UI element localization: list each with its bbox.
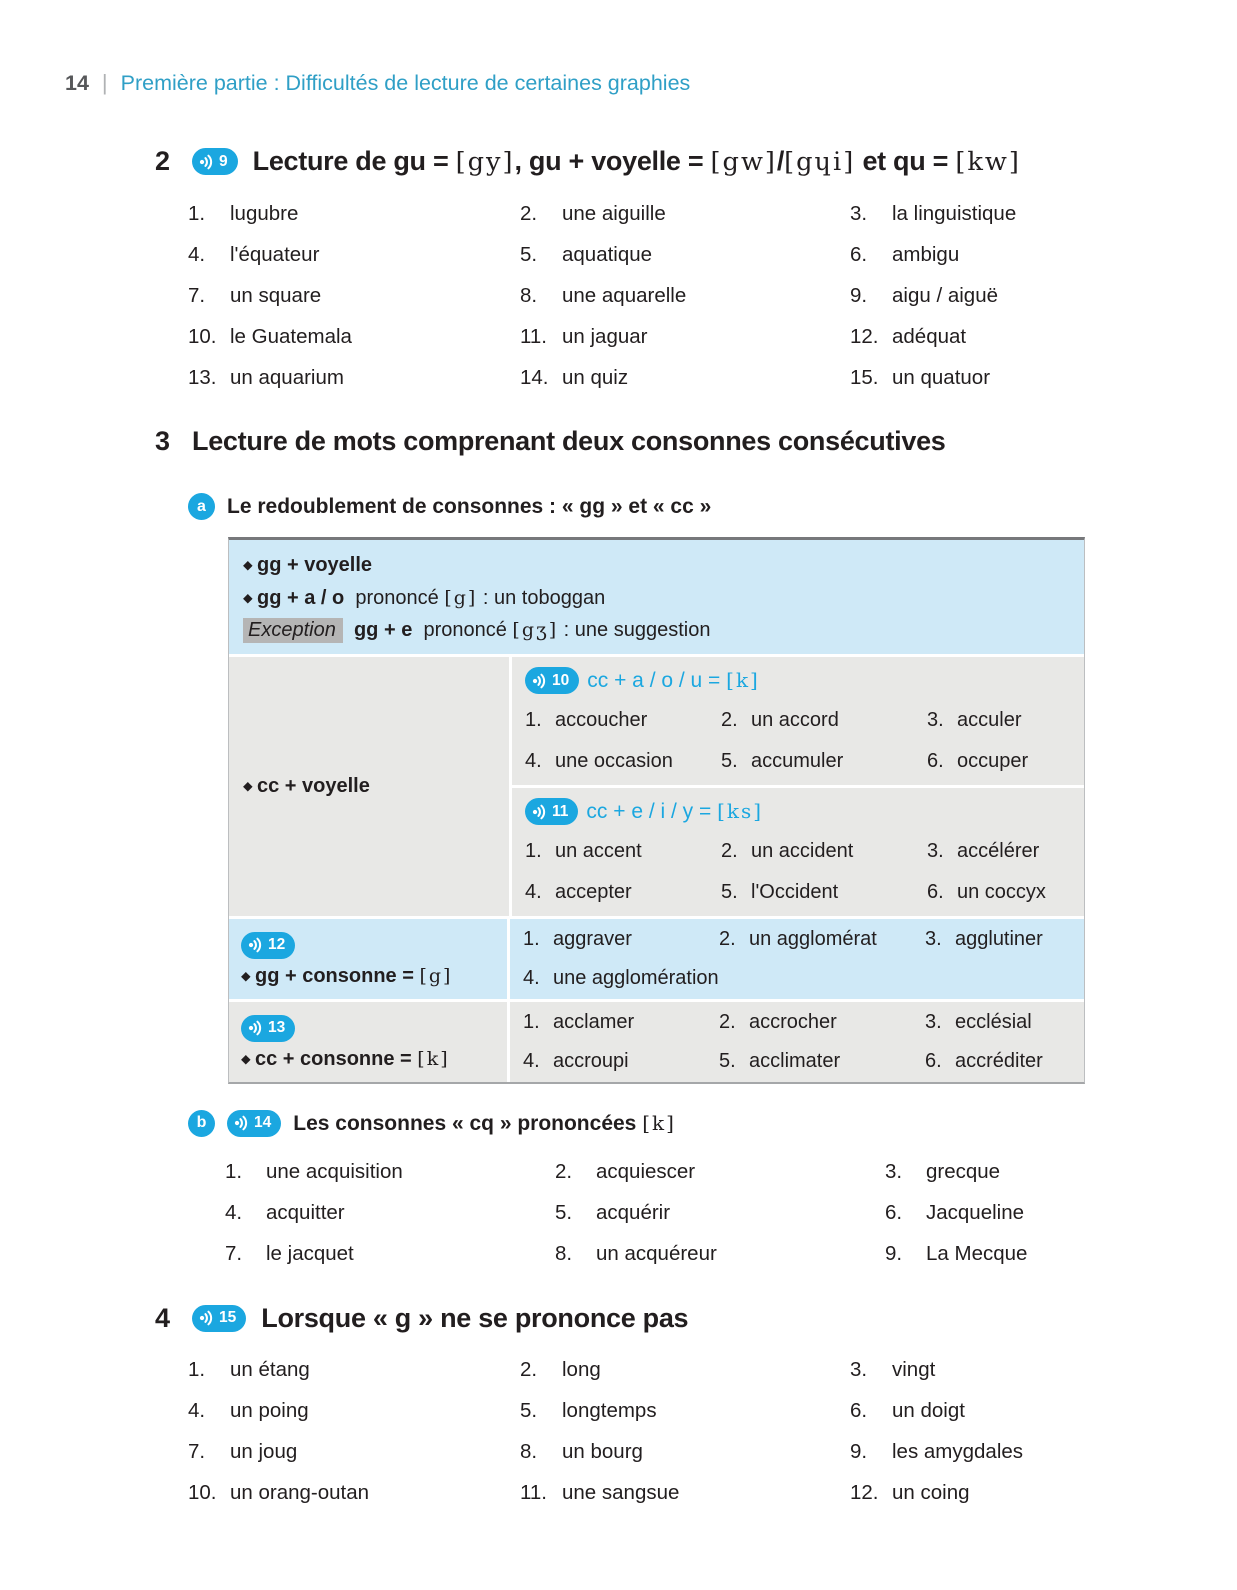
item-number: 2. <box>520 201 538 225</box>
text-segment: Lorsque « g » ne se prononce pas <box>261 1302 689 1333</box>
item-text: longtemps <box>562 1399 657 1422</box>
text-segment: : une suggestion <box>558 619 711 641</box>
list-item <box>188 234 520 275</box>
list-item <box>850 316 1237 357</box>
item-number: 11. <box>520 324 547 348</box>
speaker-icon <box>199 154 215 170</box>
list-item <box>520 275 850 316</box>
ipa-notation: [g] <box>444 586 478 609</box>
audio-badge <box>192 1305 246 1332</box>
speaker-icon <box>234 1115 250 1131</box>
audio-badge <box>241 932 295 959</box>
section-title: Lecture de mots comprenant deux consonnes consécutives <box>192 426 946 456</box>
text-segment: ◆ <box>243 590 256 605</box>
audio-10-block <box>512 657 1084 785</box>
item-text: un acquéreur <box>596 1242 717 1265</box>
text-segment: cc + e / i / y = <box>586 800 718 823</box>
item-number: 2. <box>520 1358 538 1381</box>
subsection-title <box>293 1111 676 1136</box>
page-number: 14 <box>65 71 89 95</box>
sub-rule-title <box>587 668 760 693</box>
text-segment: ◆ <box>243 558 256 572</box>
item-number: 4. <box>525 880 542 903</box>
section-3-heading <box>155 426 1237 457</box>
section-title <box>261 1303 688 1334</box>
item-number: 8. <box>555 1242 573 1265</box>
audio-track-number: 12 <box>268 936 286 953</box>
item-text: accrocher <box>749 1010 837 1033</box>
item-text: une aquarelle <box>562 283 687 307</box>
item-text: la linguistique <box>892 201 1017 225</box>
item-number: 2. <box>555 1160 573 1183</box>
header-divider: | <box>101 70 108 95</box>
text-segment: ◆ <box>241 1051 254 1066</box>
ipa-notation: [gw] <box>710 147 777 177</box>
item-text: un orang-outan <box>230 1481 370 1504</box>
item-number: 3. <box>850 1358 868 1381</box>
list-item <box>225 1152 555 1193</box>
text-segment: : un toboggan <box>477 586 606 609</box>
list-item <box>925 1003 1084 1042</box>
speaker-icon <box>248 937 264 953</box>
item-number: 7. <box>188 1440 206 1463</box>
text-segment: et qu = <box>855 146 956 176</box>
word-list-audio-11 <box>512 831 1084 913</box>
item-number: 5. <box>719 1049 736 1072</box>
list-item <box>525 872 721 913</box>
list-item <box>721 831 927 872</box>
ipa-notation: [ks] <box>717 799 763 823</box>
text-segment: prononcé <box>344 586 445 609</box>
list-item <box>555 1193 885 1234</box>
item-text: un square <box>230 283 322 307</box>
item-number: 1. <box>188 1358 206 1381</box>
subsection-a-heading <box>188 493 1237 520</box>
item-text: acclimater <box>749 1049 841 1072</box>
item-text: l'Occident <box>751 880 839 903</box>
list-item <box>188 316 520 357</box>
audio-track-number: 9 <box>219 152 228 170</box>
list-item <box>188 1391 520 1432</box>
item-number: 13. <box>188 365 217 389</box>
item-text: une aiguille <box>562 201 666 225</box>
item-number: 12. <box>850 1481 879 1504</box>
section-title <box>253 146 1021 177</box>
item-number: 1. <box>188 201 206 225</box>
item-text: un étang <box>230 1358 310 1381</box>
rule-line <box>243 549 1074 582</box>
running-header <box>65 70 1237 96</box>
item-text: accréditer <box>955 1049 1043 1072</box>
item-text: un accord <box>751 708 839 731</box>
word-list-section-4 <box>188 1350 1237 1514</box>
item-text: ecclésial <box>955 1010 1032 1033</box>
ipa-notation: [k] <box>726 668 760 692</box>
item-number: 2. <box>721 708 738 731</box>
item-number: 4. <box>523 1049 540 1072</box>
rule-label <box>243 775 370 798</box>
speaker-icon <box>532 804 548 820</box>
ipa-notation: [gɥi] <box>784 147 856 177</box>
examples-cell <box>510 1002 1084 1082</box>
item-number: 4. <box>225 1201 243 1224</box>
text-segment: cc + consonne = <box>254 1047 418 1070</box>
rule-line <box>243 582 1074 615</box>
text-segment: / <box>776 146 785 176</box>
page-content <box>155 146 1237 1514</box>
item-text: l'équateur <box>230 242 320 266</box>
item-number: 3. <box>885 1160 903 1183</box>
item-text: un bourg <box>562 1440 643 1463</box>
text-segment: , gu + voyelle = <box>514 146 711 176</box>
item-number: 1. <box>523 927 540 950</box>
list-item <box>850 357 1237 398</box>
list-item <box>850 193 1237 234</box>
section-4-heading <box>155 1303 1237 1334</box>
item-text: un jaguar <box>562 324 648 348</box>
list-item <box>850 275 1237 316</box>
item-text: aigu / aiguë <box>892 283 999 307</box>
text-segment: Les consonnes « cq » prononcées <box>293 1111 643 1135</box>
item-text: un coccyx <box>957 880 1046 903</box>
list-item <box>520 1473 850 1514</box>
audio-badge <box>241 1015 295 1042</box>
item-text: occuper <box>957 749 1029 772</box>
item-text: vingt <box>892 1358 936 1381</box>
header-title: Première partie : Difficultés de lecture de certaines graphies <box>120 71 691 95</box>
list-item <box>885 1193 1237 1234</box>
ipa-notation: [k] <box>417 1047 450 1070</box>
item-number: 14. <box>520 365 549 389</box>
item-text: un joug <box>230 1440 298 1463</box>
item-number: 3. <box>927 708 944 731</box>
item-text: accumuler <box>751 749 844 772</box>
item-number: 3. <box>850 201 868 225</box>
list-item <box>520 316 850 357</box>
list-item <box>555 1234 885 1275</box>
item-text: aggraver <box>553 927 632 950</box>
list-item <box>525 831 721 872</box>
word-list-section-2 <box>188 193 1237 398</box>
item-text: un agglomérat <box>749 927 877 950</box>
list-item <box>927 741 1084 782</box>
word-list-audio-12 <box>510 919 1084 999</box>
text-segment: ◆ <box>241 968 254 983</box>
text-segment: gg + e <box>353 619 413 641</box>
word-list-audio-10 <box>512 700 1084 782</box>
item-text: un poing <box>230 1399 309 1422</box>
item-number: 7. <box>188 283 206 307</box>
list-item <box>925 1042 1084 1081</box>
examples-cell <box>510 919 1084 999</box>
list-item <box>555 1152 885 1193</box>
item-number: 1. <box>525 708 542 731</box>
item-number: 9. <box>885 1242 903 1265</box>
item-text: acquiescer <box>596 1160 696 1183</box>
audio-badge <box>227 1110 281 1137</box>
rule-label-cell <box>229 1002 510 1082</box>
item-number: 6. <box>925 1049 942 1072</box>
item-text: ambigu <box>892 242 960 266</box>
list-item <box>719 1042 925 1081</box>
item-number: 5. <box>520 1399 538 1422</box>
item-text: Jacqueline <box>926 1201 1025 1224</box>
text-segment <box>343 619 354 641</box>
table-row-cc-vowel <box>229 657 1084 916</box>
list-item <box>225 1234 555 1275</box>
section-number: 2 <box>155 146 170 176</box>
item-number: 5. <box>520 242 538 266</box>
rule-label-cell <box>229 919 510 999</box>
list-item <box>719 920 925 959</box>
ipa-notation: [k] <box>642 1110 676 1135</box>
speaker-icon <box>248 1020 264 1036</box>
list-item <box>927 872 1084 913</box>
item-text: acquitter <box>266 1201 345 1224</box>
list-item <box>525 741 721 782</box>
item-text: un doigt <box>892 1399 965 1422</box>
item-number: 6. <box>927 749 944 772</box>
subsection-b-heading <box>188 1110 1237 1137</box>
sub-rule-heading <box>512 793 1084 831</box>
list-item <box>850 1350 1237 1391</box>
subsection-title: Le redoublement de consonnes : « gg » et « cc » <box>227 494 712 518</box>
item-text: accoucher <box>555 708 648 731</box>
rule-label-cell <box>229 657 512 916</box>
subsection-letter-badge: b <box>188 1110 215 1137</box>
list-item <box>885 1234 1237 1275</box>
audio-11-block <box>512 788 1084 916</box>
item-number: 4. <box>188 242 206 266</box>
list-item <box>523 1003 719 1042</box>
rule-line <box>243 614 1074 647</box>
item-text: un accident <box>751 839 854 862</box>
item-number: 3. <box>925 927 942 950</box>
pronunciation-table <box>228 537 1085 1084</box>
audio-track-number: 13 <box>268 1019 286 1036</box>
list-item <box>520 234 850 275</box>
ipa-notation: [g] <box>419 964 453 987</box>
item-number: 4. <box>188 1399 206 1422</box>
item-number: 5. <box>721 749 738 772</box>
item-number: 2. <box>721 839 738 862</box>
audio-track-number: 10 <box>552 671 570 689</box>
speaker-icon <box>199 1310 215 1326</box>
list-item <box>850 234 1237 275</box>
list-item <box>188 275 520 316</box>
audio-badge <box>525 667 579 694</box>
item-number: 8. <box>520 1440 538 1463</box>
rule-label <box>241 1048 507 1071</box>
item-number: 9. <box>850 283 868 307</box>
item-text: acquérir <box>596 1201 671 1224</box>
table-row-cc-consonant <box>229 1002 1084 1082</box>
list-item <box>523 1042 719 1081</box>
item-text: un coing <box>892 1481 970 1504</box>
list-item <box>927 831 1084 872</box>
speaker-icon <box>532 673 548 689</box>
audio-badge <box>525 798 578 825</box>
item-number: 4. <box>525 749 542 772</box>
item-number: 6. <box>850 1399 868 1422</box>
item-number: 9. <box>850 1440 868 1463</box>
item-text: un quatuor <box>892 365 991 389</box>
table-row-gg-vowel <box>229 540 1084 654</box>
item-number: 2. <box>719 1010 736 1033</box>
audio-badge <box>192 148 238 175</box>
item-number: 6. <box>885 1201 903 1224</box>
item-text: une occasion <box>555 749 673 772</box>
item-number: 11. <box>520 1481 547 1504</box>
item-text: acclamer <box>553 1010 635 1033</box>
item-text: une agglomération <box>553 966 719 989</box>
item-number: 15. <box>850 365 879 389</box>
list-item <box>719 1003 925 1042</box>
item-number: 8. <box>520 283 538 307</box>
subsection-letter-badge: a <box>188 493 215 520</box>
list-item <box>721 741 927 782</box>
text-segment: cc + voyelle <box>256 774 370 797</box>
item-text: agglutiner <box>955 927 1043 950</box>
sub-rule-heading <box>512 662 1084 700</box>
examples-cell <box>512 657 1084 916</box>
item-text: un accent <box>555 839 642 862</box>
list-item <box>721 700 927 741</box>
item-number: 1. <box>225 1160 243 1183</box>
item-number: 5. <box>721 880 738 903</box>
ipa-notation: [kw] <box>955 147 1021 177</box>
item-text: les amygdales <box>892 1440 1024 1463</box>
word-list-audio-13 <box>510 1002 1084 1082</box>
item-text: long <box>562 1358 601 1381</box>
item-number: 7. <box>225 1242 243 1265</box>
item-text: adéquat <box>892 324 967 348</box>
list-item <box>525 700 721 741</box>
list-item <box>850 1432 1237 1473</box>
item-text: le jacquet <box>266 1242 354 1265</box>
text-segment: cc + a / o / u = <box>587 669 727 692</box>
item-number: 6. <box>850 242 868 266</box>
list-item <box>520 1350 850 1391</box>
item-number: 6. <box>927 880 944 903</box>
item-number: 1. <box>525 839 542 862</box>
list-item <box>188 357 520 398</box>
text-segment: gg + a / o <box>256 586 345 609</box>
item-number: 1. <box>523 1010 540 1033</box>
list-item <box>925 920 1084 959</box>
list-item <box>520 1432 850 1473</box>
item-text: aquatique <box>562 242 653 266</box>
text-segment: Lecture de gu = <box>252 146 456 176</box>
audio-track-number: 11 <box>552 802 569 820</box>
text-segment: gg + consonne = <box>254 964 420 987</box>
list-item <box>850 1473 1237 1514</box>
item-text: acculer <box>957 708 1022 731</box>
ipa-notation: [gy] <box>455 147 515 177</box>
word-list-section-b <box>225 1152 1237 1275</box>
list-item <box>188 193 520 234</box>
item-number: 10. <box>188 1481 217 1504</box>
list-item <box>225 1193 555 1234</box>
list-item <box>520 193 850 234</box>
text-segment: gg + voyelle <box>256 554 373 576</box>
list-item <box>520 1391 850 1432</box>
item-text: accepter <box>555 880 632 903</box>
section-2-heading <box>155 146 1237 177</box>
item-text: une sangsue <box>562 1481 680 1504</box>
item-text: grecque <box>926 1160 1001 1183</box>
item-number: 12. <box>850 324 879 348</box>
list-item <box>523 920 719 959</box>
list-item <box>188 1432 520 1473</box>
ipa-notation: [gʒ] <box>512 619 559 641</box>
table-row-gg-consonant <box>229 919 1084 999</box>
item-number: 3. <box>925 1010 942 1033</box>
item-text: accroupi <box>553 1049 629 1072</box>
list-item <box>520 357 850 398</box>
list-item <box>927 700 1084 741</box>
list-item <box>188 1473 520 1514</box>
audio-track-number: 14 <box>254 1114 272 1131</box>
item-text: un aquarium <box>230 365 344 389</box>
item-number: 2. <box>719 927 736 950</box>
list-item <box>188 1350 520 1391</box>
item-text: accélérer <box>957 839 1040 862</box>
item-text: le Guatemala <box>230 324 352 348</box>
item-text: un quiz <box>562 365 629 389</box>
rule-label <box>241 965 507 988</box>
item-text: une acquisition <box>266 1160 403 1183</box>
section-number: 4 <box>155 1302 170 1333</box>
item-number: 5. <box>555 1201 573 1224</box>
audio-track-number: 15 <box>219 1309 237 1326</box>
item-number: 3. <box>927 839 944 862</box>
list-item <box>885 1152 1237 1193</box>
list-item <box>523 959 719 998</box>
list-item <box>721 872 927 913</box>
section-number: 3 <box>155 426 170 456</box>
sub-rule-title <box>586 799 763 824</box>
text-segment: prononcé <box>412 619 513 641</box>
list-item <box>850 1391 1237 1432</box>
exception-chip: Exception <box>243 618 343 643</box>
text-segment: ◆ <box>243 778 256 793</box>
item-text: lugubre <box>230 201 299 225</box>
item-number: 4. <box>523 966 540 989</box>
item-text: La Mecque <box>926 1242 1028 1265</box>
item-number: 10. <box>188 324 217 348</box>
